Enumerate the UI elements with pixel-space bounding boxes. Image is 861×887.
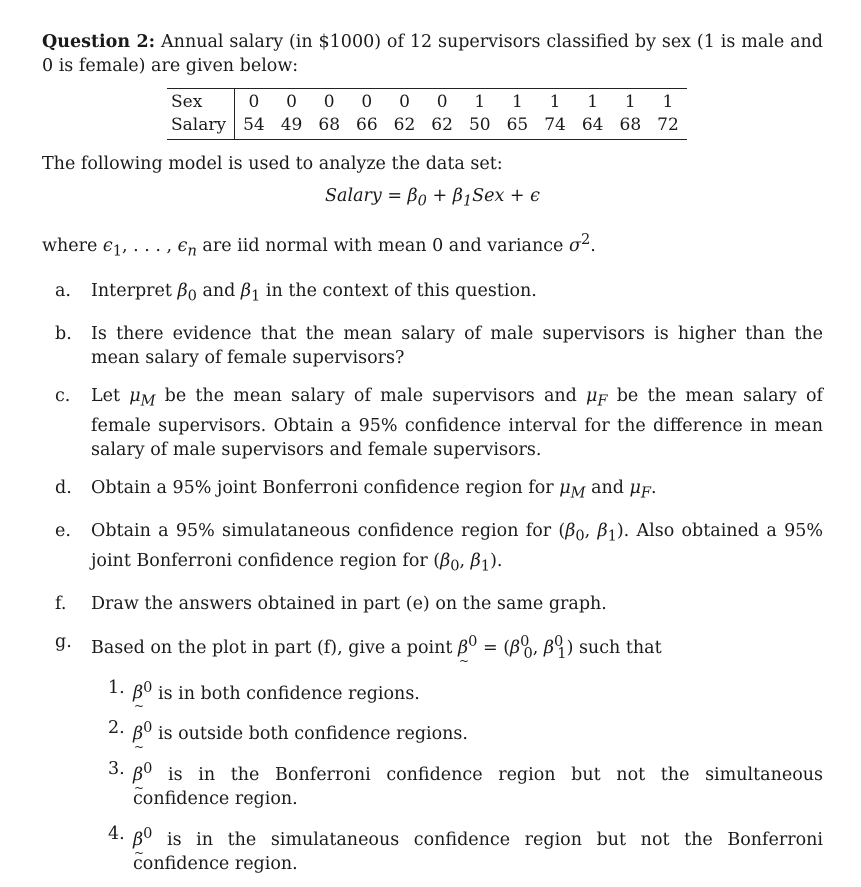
- table-cell: 62: [431, 115, 453, 135]
- data-table: [167, 88, 687, 140]
- table-cell: 66: [356, 115, 378, 135]
- table-cell: 0: [399, 92, 410, 112]
- parts-list: [42, 279, 823, 876]
- subpart-text: is in both confidence regions.: [157, 683, 420, 704]
- part-b: [42, 322, 823, 370]
- table-cell: 54: [243, 115, 265, 135]
- table-cell: 1: [624, 92, 636, 112]
- table-cell: 72: [657, 115, 679, 135]
- table-row: [167, 114, 687, 140]
- part-label: a.: [55, 280, 71, 301]
- part-e: e. Obtain a 95% simulataneous confidence region for ($\beta_0$, $\beta_1$). Also obtained a 95% joint Bonferroni confidence region for ($\beta_0$, $\beta_1$).: [55, 521, 823, 575]
- subpart-label: 3.: [108, 759, 125, 780]
- subpart-2: 2. β ~$^0$ is outside both confidence regions.: [42, 716, 823, 746]
- table-row: [167, 89, 687, 115]
- table-cell: 0: [286, 92, 297, 112]
- subpart-label: 1.: [108, 677, 125, 698]
- part-label: c.: [55, 386, 71, 407]
- row-label: Sex: [167, 89, 235, 115]
- part-label: e.: [55, 521, 71, 542]
- table-cell: 0: [248, 92, 260, 112]
- part-d: d. Obtain a 95% joint Bonferroni confidence region for $\mu_M$ and $\mu_F$.: [55, 477, 657, 502]
- part-label: d.: [55, 477, 72, 498]
- table-cell: 1: [662, 92, 674, 112]
- table-cell: 1: [587, 92, 599, 112]
- subparts-list: [42, 676, 823, 876]
- row-label: Salary: [167, 114, 235, 140]
- table-cell: 0: [361, 92, 373, 112]
- part-a: a. Interpret $\beta_0$ and $\beta_1$ in the context of this question.: [55, 280, 537, 305]
- question-text: Annual salary (in $1000) of 12 supervisors classified by sex (1 is male and 0 is female) are given below:: [42, 32, 823, 76]
- table-cell: 49: [280, 115, 303, 135]
- table-cell: 1: [474, 92, 486, 112]
- table-cell: 74: [544, 115, 566, 135]
- part-g: g. Based on the plot in part (f), give a point β ~$^0$ = ($\beta^0_0$, $\beta^0_1$) such that: [42, 630, 823, 665]
- subpart-text: is in the simulataneous confidence region but not the Bonferroni confidence region.: [133, 829, 823, 874]
- subpart-text: is outside both confidence regions.: [157, 724, 468, 745]
- subpart-4: 4. β ~$^0$ is in the simulataneous confidence region but not the Bonferroni confidence region.: [42, 822, 823, 876]
- table-cell: 1: [511, 92, 523, 112]
- table-cell: 0: [323, 92, 335, 112]
- table-cell: 62: [393, 115, 416, 135]
- subpart-3: 3. β ~$^0$ is in the Bonferroni confidence region but not the simultaneous confidence region.: [42, 757, 823, 811]
- assumption-text: where $\epsilon_1$, . . . , $\epsilon_n$ are iid normal with mean 0 and variance $\sigma^2$.: [42, 230, 596, 259]
- part-c: c. Let $\mu_M$ be the mean salary of male supervisors and $\mu_F$ be the mean salary of female supervisors. Obtain a 95% confidence interval for the difference in mean salary of male supervisors and female supervisors.: [55, 386, 823, 460]
- table-cell: 1: [549, 92, 561, 112]
- model-equation: [42, 184, 823, 214]
- model-equation-text: Salary = $\beta_0 + \beta_1Sex + \epsilon$: [325, 186, 540, 210]
- part-f: [42, 592, 823, 616]
- table-cell: 65: [506, 115, 529, 135]
- subpart-1: 1. β ~$^0$ is in both confidence regions.: [42, 676, 823, 706]
- part-text: Draw the answers obtained in part (e) on the same graph.: [91, 594, 607, 615]
- part-label: f.: [55, 594, 67, 615]
- part-text: Is there evidence that the mean salary of male supervisors is higher than the mean salary of female supervisors?: [91, 324, 823, 369]
- table-cell: 68: [318, 115, 341, 135]
- part-label: b.: [55, 324, 72, 345]
- subpart-label: 2.: [108, 718, 125, 739]
- table-cell: 68: [619, 115, 642, 135]
- subpart-label: 4.: [108, 824, 125, 845]
- part-label: g.: [55, 632, 72, 653]
- table-cell: 50: [468, 115, 491, 135]
- subpart-text: is in the Bonferroni confidence region but not the simultaneous confidence region.: [133, 765, 823, 810]
- model-intro: The following model is used to analyze the data set:: [42, 154, 503, 174]
- table-cell: 64: [581, 115, 604, 135]
- question-heading: Question 2:: [42, 32, 156, 52]
- table-cell: 0: [436, 92, 448, 112]
- document-page: [42, 30, 823, 887]
- question-intro: [42, 30, 823, 78]
